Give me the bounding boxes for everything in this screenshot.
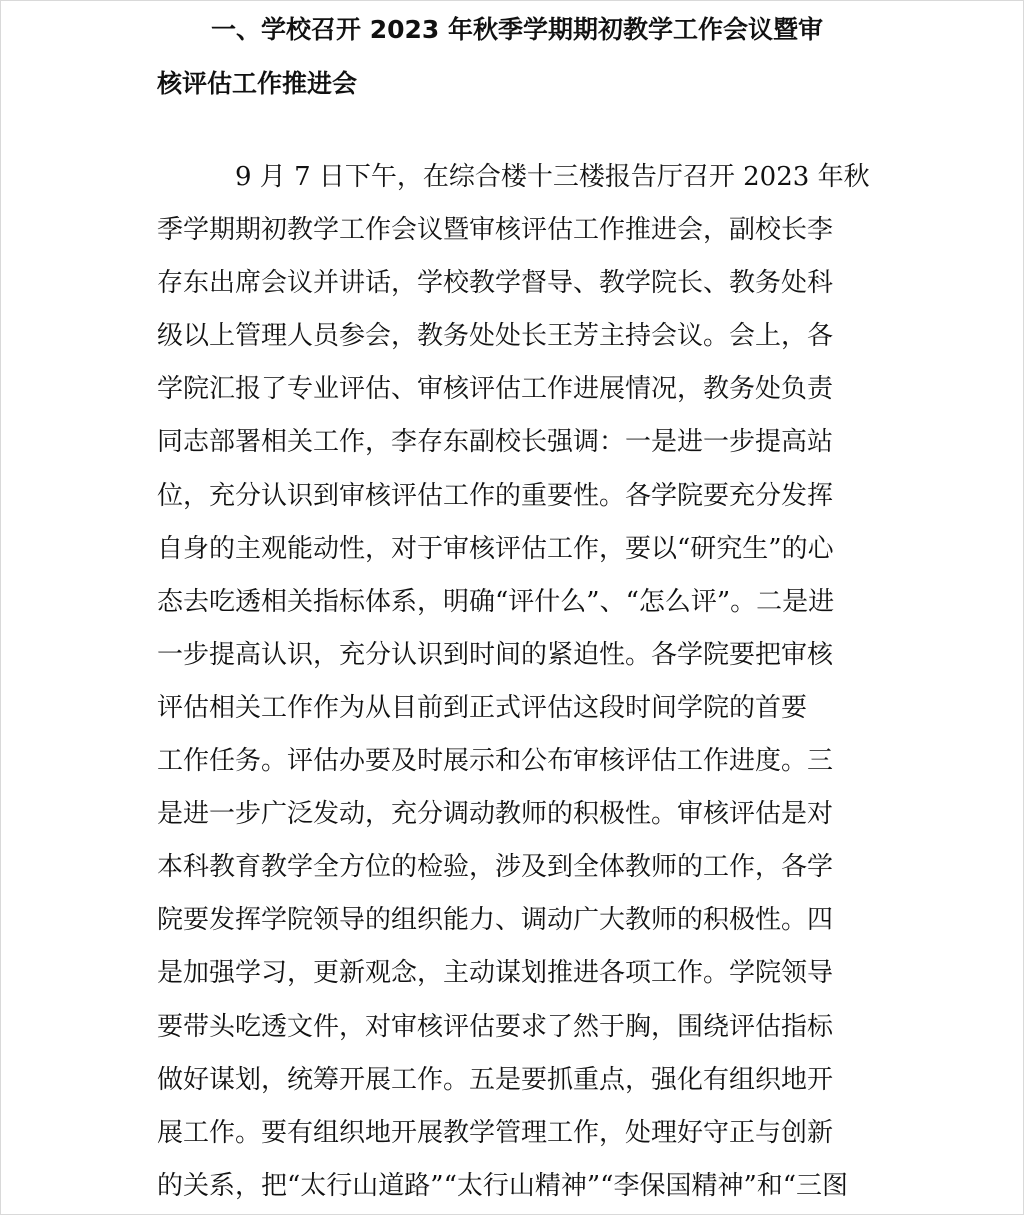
paragraph-line: 的关系，把“太行山道路”“太行山精神”“李保国精神”和“三图 (157, 1170, 849, 1201)
paragraph-line: 是进一步广泛发动，充分调动教师的积极性。审核评估是对 (157, 799, 834, 830)
body-paragraph (157, 151, 873, 1213)
paragraph-line: 级以上管理人员参会，教务处处长王芳主持会议。会上，各 (157, 321, 834, 352)
paragraph-line: 自身的主观能动性，对于审核评估工作，要以“研究生”的心 (157, 533, 834, 564)
paragraph-line: 同志部署相关工作，李存东副校长强调：一是进一步提高站 (157, 427, 834, 458)
paragraph-line: 工作任务。评估办要及时展示和公布审核评估工作进度。三 (157, 746, 834, 777)
paragraph-line: 院要发挥学院领导的组织能力、调动广大教师的积极性。四 (157, 905, 834, 936)
paragraph-line: 是加强学习，更新观念，主动谋划推进各项工作。学院领导 (157, 958, 834, 989)
heading-line: 核评估工作推进会 (157, 69, 358, 98)
paragraph-line: 9 月 7 日下午，在综合楼十三楼报告厅召开 2023 年秋 (235, 162, 870, 192)
paragraph-line: 一步提高认识，充分认识到时间的紧迫性。各学院要把审核 (157, 639, 834, 670)
paragraph-line: 态去吃透相关指标体系，明确“评什么”、“怎么评”。二是进 (157, 586, 835, 617)
paragraph-line: 季学期期初教学工作会议暨审核评估工作推进会，副校长李 (157, 215, 834, 246)
paragraph-line: 存东出席会议并讲话，学校教学督导、教学院长、教务处科 (157, 268, 834, 299)
paragraph-line: 评估相关工作作为从目前到正式评估这段时间学院的首要 (157, 692, 808, 723)
paragraph-line: 位，充分认识到审核评估工作的重要性。各学院要充分发挥 (157, 480, 834, 511)
paragraph-line: 要带头吃透文件，对审核评估要求了然于胸，围绕评估指标 (157, 1011, 834, 1042)
heading-line: 一、学校召开 2023 年秋季学期期初教学工作会议暨审 (211, 15, 823, 44)
paragraph-line: 展工作。要有组织地开展教学管理工作，处理好守正与创新 (157, 1117, 834, 1148)
paragraph-line: 做好谋划，统筹开展工作。五是要抓重点，强化有组织地开 (157, 1064, 834, 1095)
paragraph-line: 本科教育教学全方位的检验，涉及到全体教师的工作，各学 (157, 852, 834, 883)
document-content (157, 1, 873, 1213)
section-heading (157, 15, 873, 99)
paragraph-line: 学院汇报了专业评估、审核评估工作进展情况，教务处负责 (157, 374, 834, 405)
